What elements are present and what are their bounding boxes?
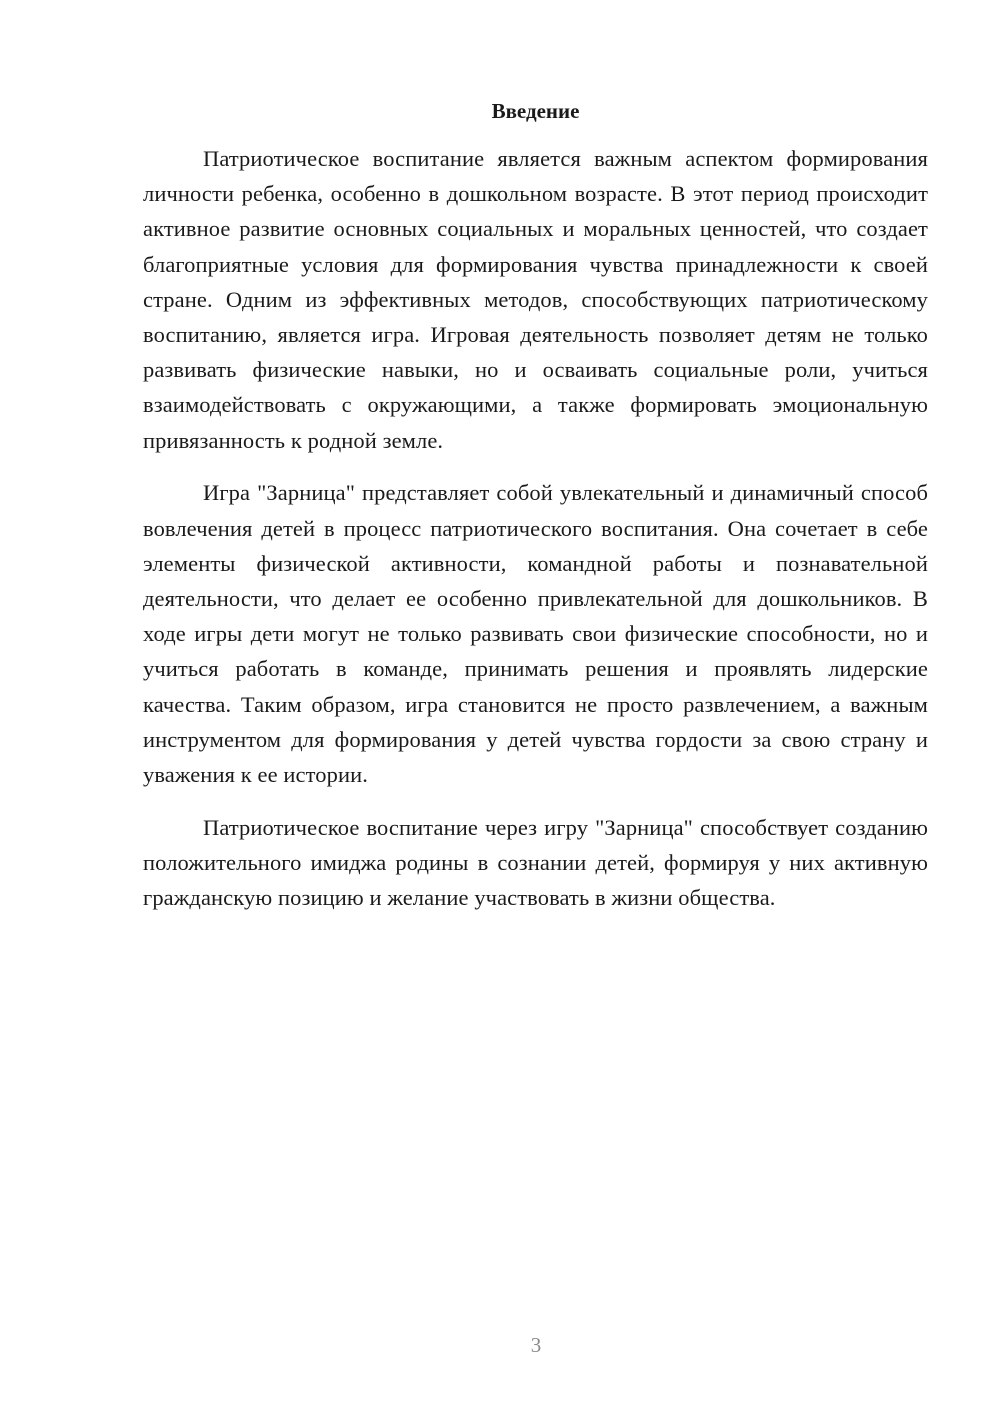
- paragraph-1: Патриотическое воспитание является важным аспектом формирования личности ребенка, особенно в дошкольном возрасте. В этот период происходит активное развитие основных социальных и моральных ценностей, что создает благоприятные условия для формирования чувства принадлежности к своей стране. Одним из эффективных методов, способствующих патриотическому воспитанию, является игра. Игровая деятельность позволяет детям не только развивать физические навыки, но и осваивать социальные роли, учиться взаимодействовать с окружающими, а также формировать эмоциональную привязанность к родной земле.: [143, 146, 928, 453]
- page-number: 3: [530, 1333, 542, 1357]
- paragraph-2: Игра "Зарница" представляет собой увлекательный и динамичный способ вовлечения детей в процесс патриотического воспитания. Она сочетает в себе элементы физической активности, командной работы и познавательной деятельности, что делает ее особенно привлекательной для дошкольников. В ходе игры дети могут не только развивать свои физические способности, но и учиться работать в команде, принимать решения и проявлять лидерские качества. Таким образом, игра становится не просто развлечением, а важным инструментом для формирования у детей чувства гордости за свою страну и уважения к ее истории.: [143, 480, 928, 787]
- document-body: [143, 141, 928, 933]
- page-title: Введение: [491, 99, 580, 123]
- paragraph-3: Патриотическое воспитание через игру "Зарница" способствует созданию положительного имиджа родины в сознании детей, формируя у них активную гражданскую позицию и желание участвовать в жизни общества.: [143, 814, 928, 911]
